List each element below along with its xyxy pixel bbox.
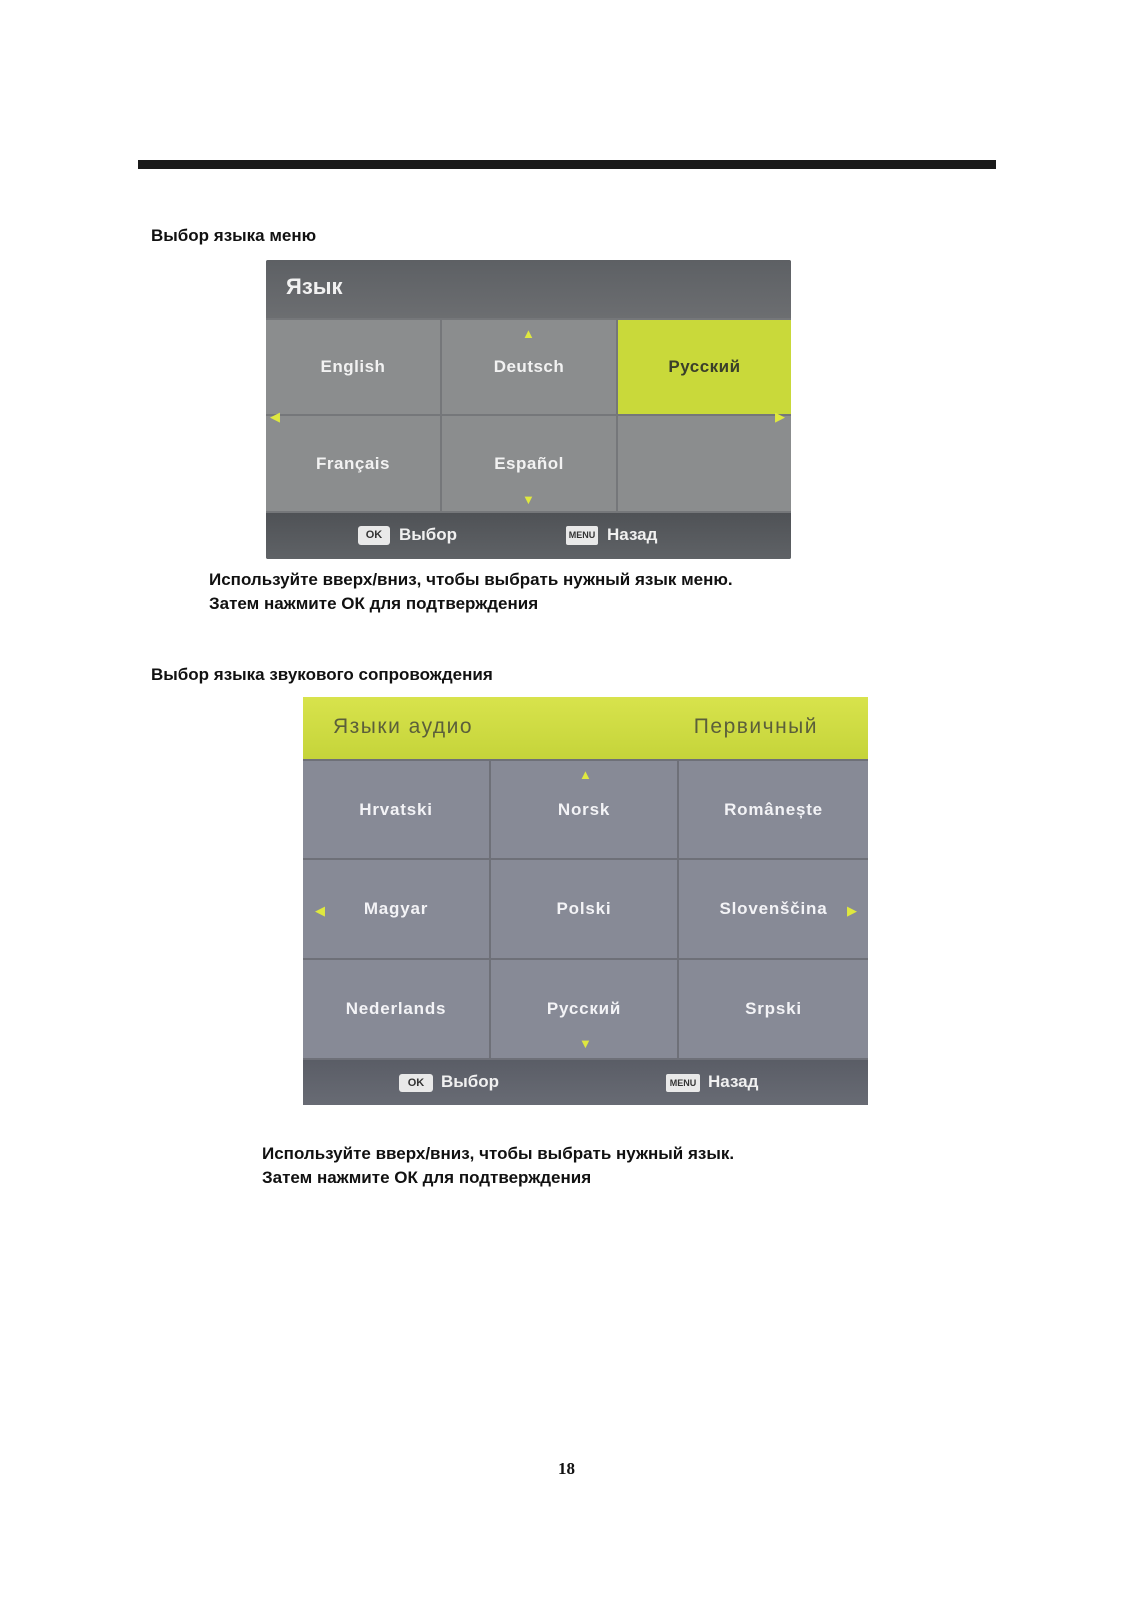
- audio-language-screen: [303, 697, 868, 1105]
- section-heading-audio-language: Выбор языка звукового сопровождения: [151, 665, 493, 684]
- instruction-audio-line1: Используйте вверх/вниз, чтобы выбрать нужный язык.: [262, 1144, 735, 1163]
- audio-option-slovenscina[interactable]: Slovenščina: [679, 860, 868, 958]
- menu-hint-label: Назад: [607, 525, 658, 544]
- instruction-menu-line2: Затем нажмите ОК для подтверждения: [209, 594, 539, 613]
- language-option-russian-selected[interactable]: Русский: [618, 320, 791, 414]
- audio-option-russian[interactable]: Русский: [491, 960, 677, 1058]
- left-arrow-icon: ◀: [270, 409, 280, 424]
- empty-grid-cell: [618, 416, 791, 511]
- hint-bar: [266, 513, 791, 559]
- left-arrow-icon: ◀: [315, 903, 325, 918]
- audio-option-magyar[interactable]: Magyar: [303, 860, 489, 958]
- top-rule: [138, 160, 996, 169]
- menu-language-screen: [266, 260, 791, 559]
- screen-title: Язык: [286, 274, 343, 299]
- audio-option-norsk[interactable]: Norsk: [491, 761, 677, 858]
- instruction-audio-line2: Затем нажмите ОК для подтверждения: [262, 1168, 592, 1187]
- audio-option-romaneste[interactable]: Românește: [679, 761, 868, 858]
- down-arrow-icon: ▼: [522, 492, 535, 507]
- language-option-english[interactable]: English: [266, 320, 440, 414]
- audio-option-srpski[interactable]: Srpski: [679, 960, 868, 1058]
- language-option-francais[interactable]: Français: [266, 416, 440, 511]
- language-option-deutsch[interactable]: Deutsch: [442, 320, 616, 414]
- screen-title-value: Первичный: [693, 715, 818, 738]
- screen-title-bar: [303, 697, 868, 759]
- screen-title: Языки аудио: [333, 715, 474, 738]
- ok-key-icon: OK: [358, 526, 390, 545]
- audio-option-nederlands[interactable]: Nederlands: [303, 960, 489, 1058]
- ok-key-icon: OK: [399, 1074, 433, 1092]
- right-arrow-icon: ▶: [847, 903, 857, 918]
- menu-key-icon: MENU: [566, 526, 598, 545]
- down-arrow-icon: ▼: [579, 1036, 592, 1051]
- instruction-menu-line1: Используйте вверх/вниз, чтобы выбрать нужный язык меню.: [209, 570, 733, 589]
- section-heading-menu-language: Выбор языка меню: [151, 226, 317, 245]
- menu-hint-label: Назад: [708, 1072, 759, 1091]
- audio-option-hrvatski[interactable]: Hrvatski: [303, 761, 489, 858]
- right-arrow-icon: ▶: [775, 409, 785, 424]
- language-option-espanol[interactable]: Español: [442, 416, 616, 511]
- ok-hint-label: Выбор: [441, 1072, 500, 1091]
- audio-option-polski[interactable]: Polski: [491, 860, 677, 958]
- up-arrow-icon: ▲: [522, 326, 535, 341]
- hint-bar: [303, 1060, 868, 1105]
- up-arrow-icon: ▲: [579, 767, 592, 782]
- page-number: 18: [558, 1459, 575, 1478]
- menu-key-icon: MENU: [666, 1074, 700, 1092]
- ok-hint-label: Выбор: [399, 525, 458, 544]
- screen-title-bar: [266, 260, 791, 318]
